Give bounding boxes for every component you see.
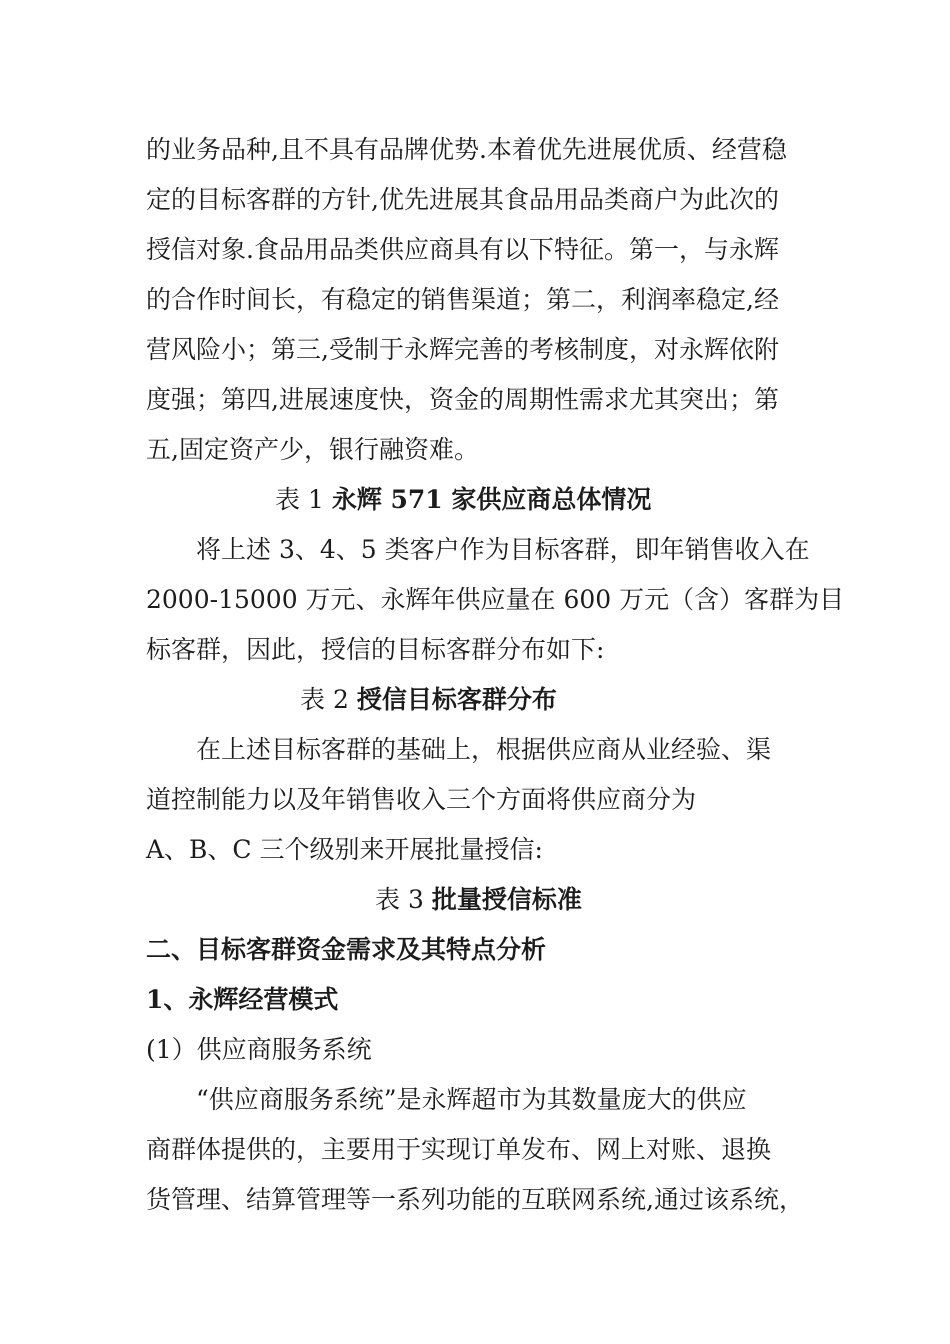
paragraph-line: 度强；第四,进展速度快，资金的周期性需求尤其突出；第: [146, 385, 779, 414]
paragraph-line: 的业务品种,且不具有品牌优势.本着优先进展优质、经营稳: [146, 135, 787, 164]
paragraph-line: 标客群，因此，授信的目标客群分布如下:: [146, 635, 605, 664]
paragraph-line: 2000-15000 万元、永辉年供应量在 600 万元（含）客群为目: [146, 585, 845, 614]
paragraph-line: 营风险小；第三,受制于永辉完善的考核制度，对永辉依附: [146, 335, 779, 364]
paragraph-line: 授信对象.食品用品类供应商具有以下特征。第一，与永辉: [146, 235, 779, 264]
paragraph-line: “供应商服务系统”是永辉超市为其数量庞大的供应: [196, 1085, 747, 1114]
caption-label: 表 3: [375, 885, 432, 914]
item-heading: (1）供应商服务系统: [146, 1035, 372, 1064]
caption-label: 表 2: [300, 685, 357, 714]
table-3-caption: [375, 884, 582, 916]
section-heading: 二、目标客群资金需求及其特点分析: [146, 935, 547, 964]
subsection-heading: 1、永辉经营模式: [146, 985, 339, 1014]
table-1-caption: [275, 484, 651, 516]
paragraph-line: 的合作时间长，有稳定的销售渠道；第二，利润率稳定,经: [146, 285, 779, 314]
paragraph-line: A、B、C 三个级别来开展批量授信:: [146, 835, 543, 864]
paragraph-line: 商群体提供的，主要用于实现订单发布、网上对账、退换: [146, 1135, 772, 1164]
paragraph-line: 定的目标客群的方针,优先进展其食品用品类商户为此次的: [146, 185, 779, 214]
caption-label: 表 1: [275, 485, 332, 514]
paragraph-line: 五,固定资产少，银行融资难。: [146, 435, 479, 464]
paragraph-line: 道控制能力以及年销售收入三个方面将供应商分为: [146, 785, 697, 814]
caption-title: 永辉 571 家供应商总体情况: [331, 485, 652, 514]
caption-title: 授信目标客群分布: [356, 685, 557, 714]
paragraph-line: 在上述目标客群的基础上，根据供应商从业经验、渠: [196, 735, 772, 764]
caption-title: 批量授信标准: [431, 885, 582, 914]
table-2-caption: [300, 684, 557, 716]
paragraph-line: 将上述 3、4、5 类客户作为目标客群，即年销售收入在: [196, 535, 810, 564]
paragraph-line: 货管理、结算管理等一系列功能的互联网系统,通过该系统，: [146, 1185, 804, 1214]
